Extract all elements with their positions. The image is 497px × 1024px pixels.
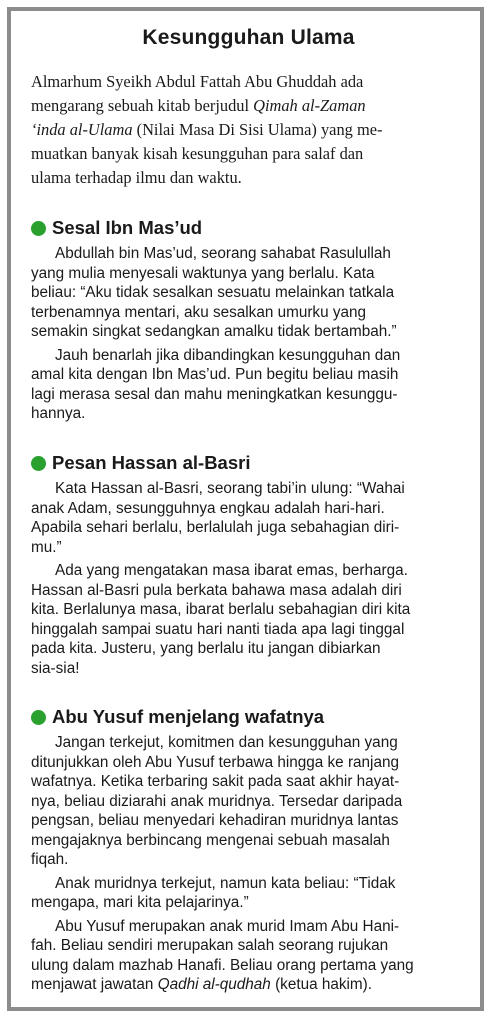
paragraph: Abu Yusuf merupakan anak murid Imam Abu Hani- fah. Beliau sendiri merupakan salah seorang rujukan ulung dalam mazhab Hanafi. Beliau orang pertama yang menjawat jawatan Qadhi al-qudhah (ketua hakim).: [31, 917, 414, 993]
section-heading: Abu Yusuf menjelang wafatnya: [31, 706, 324, 728]
intro-line: ‘inda al-Ulama (Nilai Masa Di Sisi Ulama) yang me-: [31, 120, 383, 139]
section-body: [31, 244, 468, 428]
green-dot-icon: [31, 221, 46, 236]
paragraph: Kata Hassan al-Basri, seorang tabi’in ulung: “Wahai anak Adam, sesungguhnya engkau adalah hari-hari. Apabila sehari berlalu, berlalulah juga sebahagian diri- mu.”: [31, 480, 405, 556]
article-title: Kesungguhan Ulama: [142, 26, 355, 49]
book-title-part1: Qimah al-Zaman: [253, 96, 366, 115]
intro-paragraph: [31, 70, 468, 190]
green-dot-icon: [31, 710, 46, 725]
section-body: [31, 479, 468, 682]
paragraph: Jauh benarlah jika dibandingkan kesungguhan dan amal kita dengan Ibn Mas’ud. Pun begitu beliau masih lagi merasa sesal dan mahu meningkatkan kesunggu- hannya.: [31, 346, 401, 422]
paragraph: Anak muridnya terkejut, namun kata beliau: “Tidak mengapa, mari kita pelajarinya.”: [31, 874, 396, 911]
section-heading: Pesan Hassan al-Basri: [31, 452, 250, 474]
intro-line: Almarhum Syeikh Abdul Fattah Abu Ghuddah ada: [31, 72, 364, 91]
paragraph: Ada yang mengatakan masa ibarat emas, berharga. Hassan al-Basri pula berkata bahawa masa adalah diri kita. Berlalunya masa, ibarat berlalu sebahagian diri kita hinggalah sampai suatu hari nanti tiada apa lagi tinggal pada kita. Justeru, yang berlalu itu jangan dibiarkan sia-sia!: [31, 562, 411, 677]
paragraph: Jangan terkejut, komitmen dan kesungguhan yang ditunjukkan oleh Abu Yusuf terbawa hingga ke ranjang wafatnya. Ketika terbaring sakit pada saat akhir hayat- nya, beliau diziarahi anak muridnya. Tersedar daripada pengsan, beliau menyedari kehadiran muridnya lantas mengajaknya berbincang mengenai sebuah masalah fiqah.: [31, 734, 403, 868]
intro-line: muatkan banyak kisah kesungguhan para salaf dan: [31, 144, 364, 163]
section-heading: Sesal Ibn Mas’ud: [31, 217, 202, 239]
term-italic: Qadhi al-qudhah: [157, 976, 271, 993]
intro-line: ulama terhadap ilmu dan waktu.: [31, 168, 242, 187]
green-dot-icon: [31, 456, 46, 471]
paragraph: Abdullah bin Mas’ud, seorang sahabat Rasulullah yang mulia menyesali waktunya yang berlalu. Kata beliau: “Aku tidak sesalkan sesuatu melainkan tatkala terbenamnya mentari, aku sesalkan umurku yang semakin singkat sedangkan amalku tidak bertambah.”: [31, 245, 397, 340]
section-body: [31, 733, 468, 999]
book-title-part2: ‘inda al-Ulama: [31, 120, 133, 139]
intro-line: mengarang sebuah kitab berjudul Qimah al-Zaman: [31, 96, 366, 115]
